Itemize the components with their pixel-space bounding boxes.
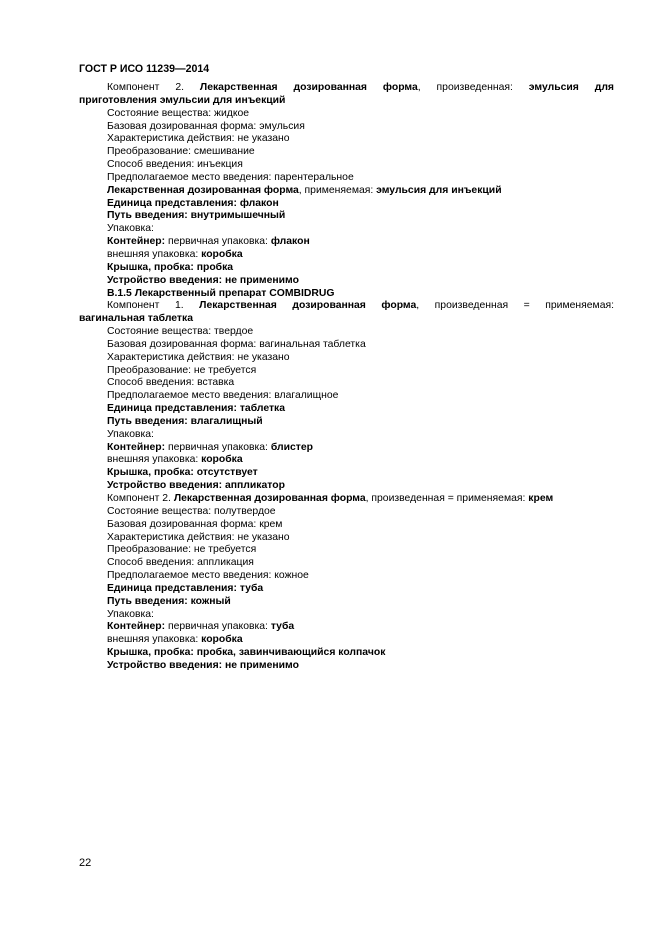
text-line xyxy=(79,403,614,416)
text-line xyxy=(79,198,614,211)
text-line xyxy=(79,275,614,288)
text-line xyxy=(79,429,614,442)
text-line xyxy=(79,121,614,134)
text-line xyxy=(79,416,614,429)
bold-text: Контейнер: xyxy=(107,621,166,633)
text: Способ введения: вставка xyxy=(107,377,235,389)
text-line xyxy=(79,146,614,159)
bold-text: Лекарственная дозированная форма xyxy=(107,184,299,196)
text: Предполагаемое место введения: влагалищное xyxy=(107,390,339,402)
text-line xyxy=(79,262,614,275)
text-line xyxy=(79,249,614,262)
text: Преобразование: не требуется xyxy=(107,364,257,376)
text: Базовая дозированная форма: эмульсия xyxy=(107,120,305,132)
text: , произведенная = применяемая: xyxy=(365,493,529,504)
text-line xyxy=(79,352,614,365)
text: Состояние вещества: жидкое xyxy=(107,107,250,119)
text: внешняя упаковка: xyxy=(107,454,202,466)
document-body xyxy=(79,82,614,673)
bold-text: Крышка, пробка: отсутствует xyxy=(107,467,258,479)
text-line xyxy=(79,108,614,121)
text: Характеристика действия: не указано xyxy=(107,531,290,543)
text: Упаковка: xyxy=(107,223,154,235)
bold-text: Лекарственная дозированная форма xyxy=(199,82,418,93)
bold-text: коробка xyxy=(201,248,243,260)
text-line xyxy=(79,185,614,198)
bold-text: Путь введения: влагалищный xyxy=(107,415,263,427)
text-line xyxy=(79,532,614,545)
text: Способ введения: инъекция xyxy=(107,159,243,171)
text-line xyxy=(79,133,614,146)
text: , произведенная: xyxy=(417,82,529,93)
bold-text: вагинальная таблетка xyxy=(79,313,193,325)
bold-text: Крышка, пробка: пробка xyxy=(107,261,234,273)
bold-text: туба xyxy=(270,621,295,633)
bold-text: Единица представления: туба xyxy=(107,582,264,594)
text: Упаковка: xyxy=(107,608,154,620)
bold-text: Устройство введения: не применимо xyxy=(107,659,299,671)
bold-text: эмульсия для xyxy=(528,82,614,93)
text-line xyxy=(79,236,614,249)
bold-text: коробка xyxy=(201,634,243,646)
text-line xyxy=(79,480,614,493)
document-header: ГОСТ Р ИСО 11239—2014 xyxy=(79,63,210,75)
text: Упаковка: xyxy=(107,428,154,440)
page-number: 22 xyxy=(79,857,92,869)
text: первичная упаковка: xyxy=(165,621,271,633)
bold-text: Лекарственная дозированная форма xyxy=(199,300,417,312)
text: , применяемая: xyxy=(298,184,377,196)
text-line xyxy=(79,300,614,313)
text: Преобразование: смешивание xyxy=(107,146,255,158)
text-line xyxy=(79,210,614,223)
text-line xyxy=(79,288,614,301)
bold-text: В.1.5 Лекарственный препарат COMBIDRUG xyxy=(107,287,335,299)
text-line xyxy=(79,159,614,172)
text-line xyxy=(79,544,614,557)
text: Предполагаемое место введения: кожное xyxy=(107,570,309,582)
text-line xyxy=(79,621,614,634)
text: Характеристика действия: не указано xyxy=(107,351,290,363)
bold-text: флакон xyxy=(270,236,310,248)
bold-text: приготовления эмульсии для инъекций xyxy=(79,94,286,106)
text: Способ введения: аппликация xyxy=(107,557,254,569)
bold-text: Контейнер: xyxy=(107,441,166,453)
bold-text: Единица представления: таблетка xyxy=(107,403,286,415)
text: Предполагаемое место введения: парентеральное xyxy=(107,171,354,183)
bold-text: блистер xyxy=(270,441,313,453)
text-line xyxy=(79,634,614,647)
text-line xyxy=(79,377,614,390)
text-line xyxy=(79,493,614,506)
bold-text: Устройство введения: не применимо xyxy=(107,274,299,286)
text-line xyxy=(79,339,614,352)
text: Базовая дозированная форма: крем xyxy=(107,518,283,530)
text: Компонент 1. xyxy=(107,300,200,312)
text-line xyxy=(79,82,614,95)
bold-text: Устройство введения: аппликатор xyxy=(107,480,285,492)
bold-text: Крышка, пробка: пробка, завинчивающийся колпачок xyxy=(107,647,386,659)
text-line xyxy=(79,506,614,519)
bold-text: Путь введения: кожный xyxy=(107,595,231,607)
text: Состояние вещества: полутвердое xyxy=(107,505,276,517)
text: Характеристика действия: не указано xyxy=(107,133,290,145)
bold-text: коробка xyxy=(201,454,243,466)
text: первичная упаковка: xyxy=(165,441,271,453)
bold-text: эмульсия для инъекций xyxy=(376,184,502,196)
text: Состояние вещества: твердое xyxy=(107,326,254,338)
bold-text: Путь введения: внутримышечный xyxy=(107,210,286,222)
text-line xyxy=(79,583,614,596)
text-line xyxy=(79,609,614,622)
bold-text: Лекарственная дозированная форма xyxy=(173,493,366,504)
text-line xyxy=(79,326,614,339)
text-line xyxy=(79,454,614,467)
bold-text: крем xyxy=(528,493,554,504)
text: , произведенная = применяемая: xyxy=(416,300,614,312)
text-line xyxy=(79,313,614,326)
text-line xyxy=(79,660,614,673)
bold-text: Единица представления: флакон xyxy=(107,197,279,209)
text: внешняя упаковка: xyxy=(107,634,202,646)
text: Преобразование: не требуется xyxy=(107,544,257,556)
text-line xyxy=(79,390,614,403)
text-line xyxy=(79,519,614,532)
text-line xyxy=(79,172,614,185)
text-line xyxy=(79,223,614,236)
text-line xyxy=(79,95,614,108)
text-line xyxy=(79,442,614,455)
text-line xyxy=(79,596,614,609)
text-line xyxy=(79,570,614,583)
text: первичная упаковка: xyxy=(165,236,271,248)
bold-text: Контейнер: xyxy=(107,236,166,248)
text: Компонент 2. xyxy=(107,82,200,93)
text-line xyxy=(79,467,614,480)
text-line xyxy=(79,557,614,570)
text: внешняя упаковка: xyxy=(107,248,202,260)
text: Базовая дозированная форма: вагинальная таблетка xyxy=(107,338,366,350)
text: Компонент 2. xyxy=(107,493,174,504)
text-line xyxy=(79,365,614,378)
text-line xyxy=(79,647,614,660)
